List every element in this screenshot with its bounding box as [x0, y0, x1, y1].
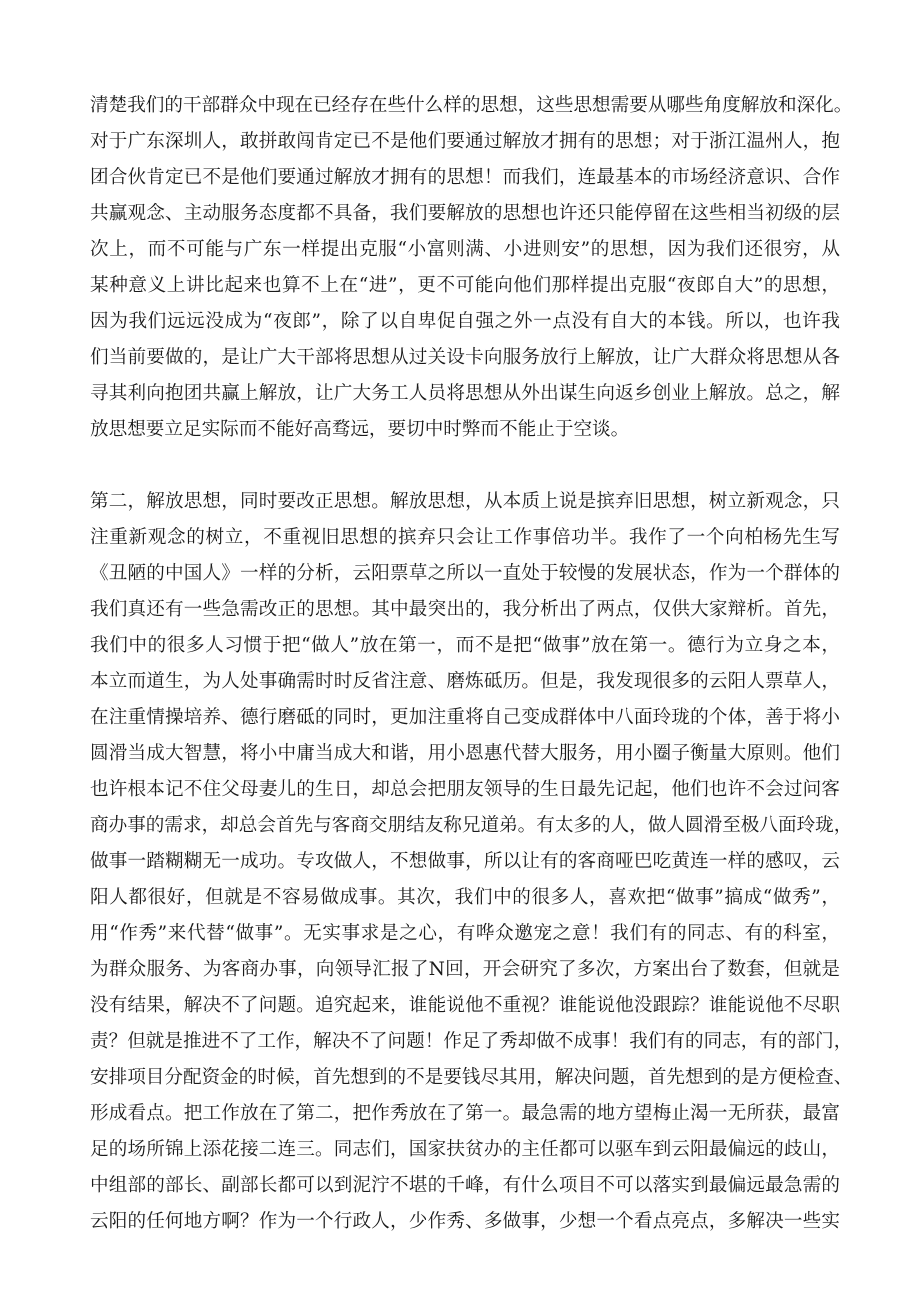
- text-line: 安排项目分配资金的时候，首先想到的不是要钱尽其用，解决问题，首先想到的是方便检查、: [90, 1067, 853, 1088]
- text-line: 形成看点。把工作放在了第二，把作秀放在了第一。最急需的地方望梅止渴一无所获，最富: [90, 1103, 840, 1124]
- text-line: 次上，而不可能与广东一样提出克服“小富则满、小进则安”的思想，因为我们还很穷，从: [90, 239, 840, 260]
- text-line: 商办事的需求，却总会首先与客商交朋结友称兄道弟。有太多的人，做人圆滑至极八面玲珑，: [90, 815, 853, 836]
- paragraph-1: [90, 88, 853, 448]
- text-line: 用“作秀”来代替“做事”。无实事求是之心，有哗众邀宠之意！我们有的同志、有的科室，: [90, 923, 840, 944]
- text-line: 共赢观念、主动服务态度都不具备，我们要解放的思想也许还只能停留在这些相当初级的层: [90, 203, 840, 224]
- text-line: 寻其利向抱团共赢上解放，让广大务工人员将思想从外出谋生向返乡创业上解放。总之，解: [90, 383, 840, 404]
- text-line: 们当前要做的，是让广大干部将思想从过关设卡向服务放行上解放，让广大群众将思想从各: [90, 347, 840, 368]
- text-line: 也许根本记不住父母妻儿的生日，却总会把朋友领导的生日最先记起，他们也许不会过问客: [90, 779, 840, 800]
- text-line: 为群众服务、为客商办事，向领导汇报了N回，开会研究了多次，方案出台了数套，但就是: [90, 959, 840, 980]
- text-line: 我们真还有一些急需改正的思想。其中最突出的，我分析出了两点，仅供大家辩析。首先，: [90, 599, 840, 620]
- text-line: 注重新观念的树立，不重视旧思想的摈弃只会让工作事倍功半。我作了一个向柏杨先生写: [90, 527, 840, 548]
- text-line: 做事一踏糊糊无一成功。专攻做人，不想做事，所以让有的客商哑巴吃黄连一样的感叹，云: [90, 851, 840, 872]
- text-line: 我们中的很多人习惯于把“做人”放在第一，而不是把“做事”放在第一。德行为立身之本，: [90, 635, 840, 656]
- text-line: 中组部的部长、副部长都可以到泥泞不堪的千峰，有什么项目不可以落实到最偏远最急需的: [90, 1175, 840, 1196]
- text-line: 放思想要立足实际而不能好高骛远，要切中时弊而不能止于空谈。: [90, 419, 630, 440]
- text-line: 阳人都很好，但就是不容易做成事。其次，我们中的很多人，喜欢把“做事”搞成“做秀”，: [90, 887, 840, 908]
- paragraph-2: [90, 484, 853, 1240]
- text-line: 本立而道生，为人处事确需时时反省注意、磨炼砥历。但是，我发现很多的云阳人票草人，: [90, 671, 840, 692]
- text-line: 团合伙肯定已不是他们要通过解放才拥有的思想！而我们，连最基本的市场经济意识、合作: [90, 167, 840, 188]
- text-line: 清楚我们的干部群众中现在已经存在些什么样的思想，这些思想需要从哪些角度解放和深化。: [90, 95, 853, 116]
- text-line: 云阳的任何地方啊？作为一个行政人，少作秀、多做事，少想一个看点亮点，多解决一些实: [90, 1211, 840, 1232]
- text-line: 某种意义上讲比起来也算不上在“进”，更不可能向他们那样提出克服“夜郎自大”的思想，: [90, 275, 840, 296]
- text-line: 足的场所锦上添花接二连三。同志们，国家扶贫办的主任都可以驱车到云阳最偏远的歧山，: [90, 1139, 840, 1160]
- text-line: 圆滑当成大智慧，将小中庸当成大和谐，用小恩惠代替大服务，用小圈子衡量大原则。他们: [90, 743, 840, 764]
- text-line: 《丑陋的中国人》一样的分析，云阳票草之所以一直处于较慢的发展状态，作为一个群体的: [90, 563, 840, 584]
- text-line: 在注重情操培养、德行磨砥的同时，更加注重将自己变成群体中八面玲珑的个体，善于将小: [90, 707, 840, 728]
- text-line: 对于广东深圳人，敢拼敢闯肯定已不是他们要通过解放才拥有的思想；对于浙江温州人，抱: [90, 131, 840, 152]
- text-line: 责？但就是推进不了工作，解决不了问题！作足了秀却做不成事！我们有的同志，有的部门，: [90, 1031, 853, 1052]
- text-line: 因为我们远远没成为“夜郎”，除了以自卑促自强之外一点没有自大的本钱。所以，也许我: [90, 311, 840, 332]
- text-line: 第二，解放思想，同时要改正思想。解放思想，从本质上说是摈弃旧思想，树立新观念，只: [90, 491, 840, 512]
- text-line: 没有结果，解决不了问题。追究起来，谁能说他不重视？谁能说他没跟踪？谁能说他不尽职: [90, 995, 840, 1016]
